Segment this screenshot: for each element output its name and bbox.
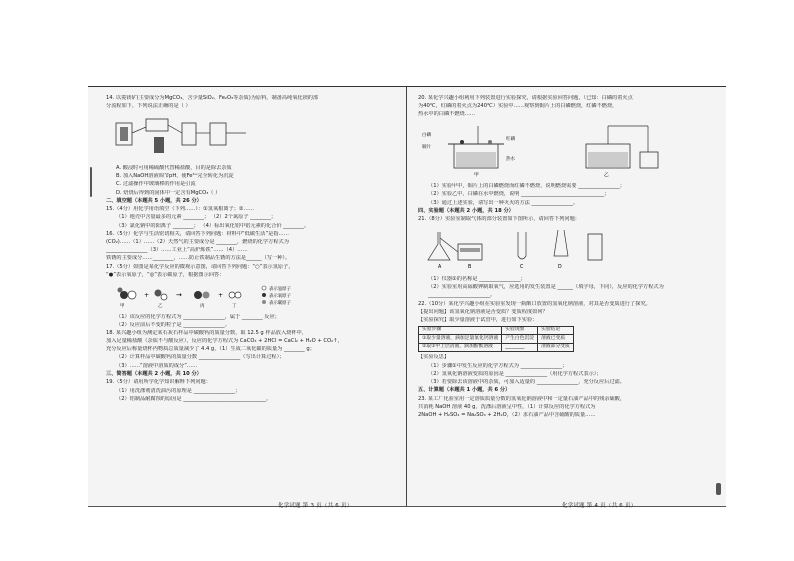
- question-23: [418, 396, 710, 419]
- table-header-cell: 实验现象: [502, 326, 538, 335]
- q17-molecule-diagram: [106, 282, 346, 308]
- question-20: [418, 95, 710, 206]
- question-14: [106, 95, 398, 196]
- fig20-label-jia: 甲: [474, 172, 479, 178]
- q21-line-1: 21.（8分）实验室制取气体的部分装置如下图所示，请回答下列问题：: [418, 216, 580, 223]
- fig20-label-hot-water: 热水: [506, 156, 515, 162]
- q23-line-1: 23. 某工厂化验室用一定溶质质量分数的氢氧化钠溶液中和一定量石油产品中的残余硫酸，: [418, 395, 626, 402]
- legend-carbon: 表示碳原子: [269, 300, 291, 306]
- q23-line-3: 2NaOH + H₂SO₄ = Na₂SO₄ + 2H₂O，（2）求石油产品中含硫酸的质量……: [418, 411, 596, 418]
- table-cell: ①取少量溶液，滴加足量氯化钙溶液: [419, 335, 502, 344]
- table-header-cell: 实验结论: [538, 326, 574, 335]
- q22-experiment-table: [418, 326, 574, 353]
- section-5-heading: 五、计算题（本题共 1 小题，共 6 分）: [418, 387, 511, 394]
- q14-line-2: 分流程如下，下列说法正确的是（ ）: [106, 103, 191, 110]
- q15-line-2: （1）地壳中含量最多的元素 ________； （2）2个氮原子 ________；: [116, 214, 277, 221]
- q22-sub-4: （3）若要除去该溶液中的杂质，可加入适量的 ________________，充分反应后过滤。: [428, 378, 625, 385]
- q22-line-1: 22.（10分）某化学兴趣小组在实验室发现一瓶敞口放置的氢氧化钠溶液，对其是否变质进行了探究。: [418, 300, 651, 307]
- fig20-label-red-p: 红磷: [506, 136, 515, 142]
- fig21-label-b: B: [468, 265, 472, 271]
- svg-text:+: +: [218, 291, 224, 299]
- q16-line-2: (CO₂)……（1）……（2）天然气的主要成分是 ________，燃烧的化学方程式为: [106, 238, 289, 245]
- table-row: [419, 335, 574, 344]
- q17-line-1: 17.（5分）如图是某化学反应的微观示意图，请回答下列问题：“○”表示氢原子，: [106, 263, 294, 270]
- q19-line-3: （2）铝制品耐腐蚀的原因是 ________________________________。: [116, 395, 272, 402]
- left-page-footer: 化学试题 第 3 页（共 6 页）: [278, 503, 353, 509]
- q17-line-2: “●”表示氧原子，“◎”表示碳原子，根据图示回答：: [106, 271, 225, 278]
- q22-line-3: 【实验探究】取少量溶液于试管中，进行如下实验：: [418, 316, 538, 323]
- q18-line-4: （2）计算样品中碳酸钙的质量分数 ________________（写出计算过程）；: [116, 354, 285, 361]
- question-19: [106, 379, 398, 402]
- table-row: [419, 343, 574, 352]
- q18-line-3: 充分反应后称量烧杯内物质总质量减少了 4.4 g，（1）生成二氧化碳的质量为 ________ g；: [106, 346, 315, 353]
- svg-text:→: →: [176, 290, 182, 299]
- fig21-label-d: D: [558, 265, 562, 271]
- q20-sub-1: （1）实验甲中，铜片上的白磷燃烧而红磷不燃烧，说明燃烧需要 ________________；: [428, 183, 625, 190]
- q17-sub-1: （1）该反应的化学方程式为 ________________，属于 ________ 反应；: [116, 313, 280, 320]
- table-header-row: [419, 326, 574, 335]
- question-21: [418, 216, 710, 299]
- fig17-label-yi: 乙: [158, 303, 163, 308]
- fig20-label-white-p: 白磷: [422, 132, 431, 138]
- q22-sub-2: （1）步骤①中发生反应的化学方程式为 ________________；: [428, 362, 568, 369]
- q22-sub-3: （2）氢氧化钠溶液变质的原因是 ________________（用化学方程式表示）；: [428, 370, 602, 377]
- q23-line-2: 共消耗 NaOH 溶液 40 g，洗涤后溶液呈中性，（1）计算反应的化学方程式为: [418, 403, 596, 410]
- section-4-heading: 四、实验题（本题共 2 小题，共 18 分）: [418, 208, 514, 215]
- table-cell: 产生白色沉淀: [502, 335, 538, 344]
- question-18: [106, 330, 398, 369]
- question-16: [106, 231, 398, 262]
- table-header-cell: 实验步骤: [419, 326, 502, 335]
- q20-sub-2: （2）实验乙中，白磷在水中燃烧，说明 ________________________________；: [428, 191, 610, 198]
- q20-apparatus-diagram: [418, 122, 688, 178]
- svg-text:+: +: [144, 291, 150, 299]
- q14-flow-diagram: [106, 113, 256, 159]
- exam-sheet: [88, 86, 726, 507]
- q16-line-3: ________________（3）……工业上“高炉炼铁”……（4）……: [106, 247, 248, 254]
- q20-line-3: 热水中的白磷不燃烧……: [418, 111, 476, 118]
- q14-option-d: D. 焙烧后得到的固体中一定含有MgCO₃（ ）: [116, 189, 221, 196]
- scan-mark: [716, 483, 721, 495]
- q14-option-b: B. 加入NaOH溶液调节pH，使Fe³⁺完全转化为沉淀: [116, 173, 234, 180]
- q17-sub-2: （2）反应前后不变的粒子是 ________________。: [116, 321, 230, 328]
- q22-line-2: 【提出问题】该氢氧化钠溶液是否变质？变质程度如何？: [418, 308, 548, 315]
- q19-line-1: 19.（5分）请用所学化学知识解释下列问题：: [106, 379, 211, 386]
- fig17-label-bing: 丙: [200, 303, 205, 308]
- q20-line-2: 为40℃，红磷的着火点为240℃）实验中……观察到铜片上的白磷燃烧，红磷不燃烧，: [418, 103, 618, 110]
- q15-line-3: （3）氯化钠中的阳离子 ________； （4）标出氧化铝中铝元素的化合价 ________。: [116, 222, 310, 229]
- q18-line-1: 18. 某兴趣小组为测定某石灰石样品中碳酸钙的质量分数，取 12.5 g 样品放入烧杯中，: [106, 329, 307, 336]
- q21-sub-3: ________________________。: [428, 292, 496, 299]
- page-fold-line: [406, 87, 407, 506]
- question-17: [106, 264, 398, 329]
- fig21-label-c: C: [520, 265, 524, 271]
- q21-sub-1: （1）仪器①的名称是 ________________；: [428, 276, 526, 282]
- table-cell: ②取①中上层清液，滴加酚酞溶液: [419, 343, 502, 352]
- question-22: [418, 301, 710, 386]
- fig17-label-ding: 丁: [232, 303, 237, 308]
- q19-line-2: （1）用洗涤剂清洗油污的原理是 ________________；: [116, 387, 241, 394]
- q18-line-2: 加入足量稀盐酸（杂质不与酸反应），反应的化学方程式为 CaCO₃ + 2HCl = CaCl₂ + H₂O + CO₂↑，: [106, 338, 343, 345]
- scan-mark: [90, 167, 92, 197]
- fig17-label-jia: 甲: [120, 303, 125, 308]
- table-cell: ________: [502, 343, 538, 352]
- q16-line-4: 铁锈的主要成分……________，……防止铁制品生锈的方法是______（写一种）。: [106, 255, 291, 262]
- q14-line-1: 14. 以菱镁矿(主要成分为MgCO₃，含少量SiO₂、Fe₂O₃等杂质)为原料，制备高纯氧化镁的部: [106, 95, 319, 101]
- legend-hydrogen: 表示氢原子: [269, 286, 291, 292]
- table-cell: 溶液已变质: [538, 335, 574, 344]
- table-cell: 溶液部分变质: [538, 343, 574, 352]
- right-page-footer: 化学试题 第 4 页（共 6 页）: [562, 503, 637, 509]
- q16-line-1: 16.（5分）化学与生活密切相关，请回答下列问题：材料中“低碳生活”是指……: [106, 230, 289, 237]
- fig21-label-a: A: [438, 265, 442, 271]
- left-page: [106, 95, 398, 493]
- q22-sub-1: 【实验反思】: [418, 354, 450, 361]
- right-page: [418, 95, 710, 493]
- fig20-label-yi: 乙: [604, 172, 609, 178]
- legend-oxygen: 表示氧原子: [269, 293, 291, 299]
- q18-line-5: （3）……“溶液中溶质的成分”……: [116, 362, 198, 369]
- fig20-label-copper: 铜片: [422, 144, 431, 150]
- q21-apparatus-diagram: [418, 226, 618, 270]
- q21-sub-2: （2）实验室用高锰酸钾制取氧气，应选用的发生装置是 ______（填字母，下同），反应的化学方程式为: [428, 284, 664, 291]
- section-2-heading: 二、填空题（本题共 5 小题，共 26 分）: [106, 198, 202, 205]
- section-3-heading: 三、简答题（本题共 2 小题，共 10 分）: [106, 371, 202, 378]
- q14-option-a: A. 酸浸时可用稀硫酸代替稀盐酸，目的是除去杂质: [116, 164, 232, 171]
- q20-line-1: 20. 某化学兴趣小组利用下列装置进行实验探究，请根据实验回答问题，（已知：白磷的着火点: [418, 95, 633, 101]
- q20-sub-3: （3）通过上述实验，请写出一种灭火的方法 ________________。: [428, 199, 579, 206]
- question-15: [106, 206, 398, 229]
- q15-line-1: 15.（4分）用化学用语填空（下列……）：①氢氧根离子；②……: [106, 206, 254, 213]
- q14-option-c: C. 过滤操作中玻璃棒的作用是引流: [116, 181, 196, 188]
